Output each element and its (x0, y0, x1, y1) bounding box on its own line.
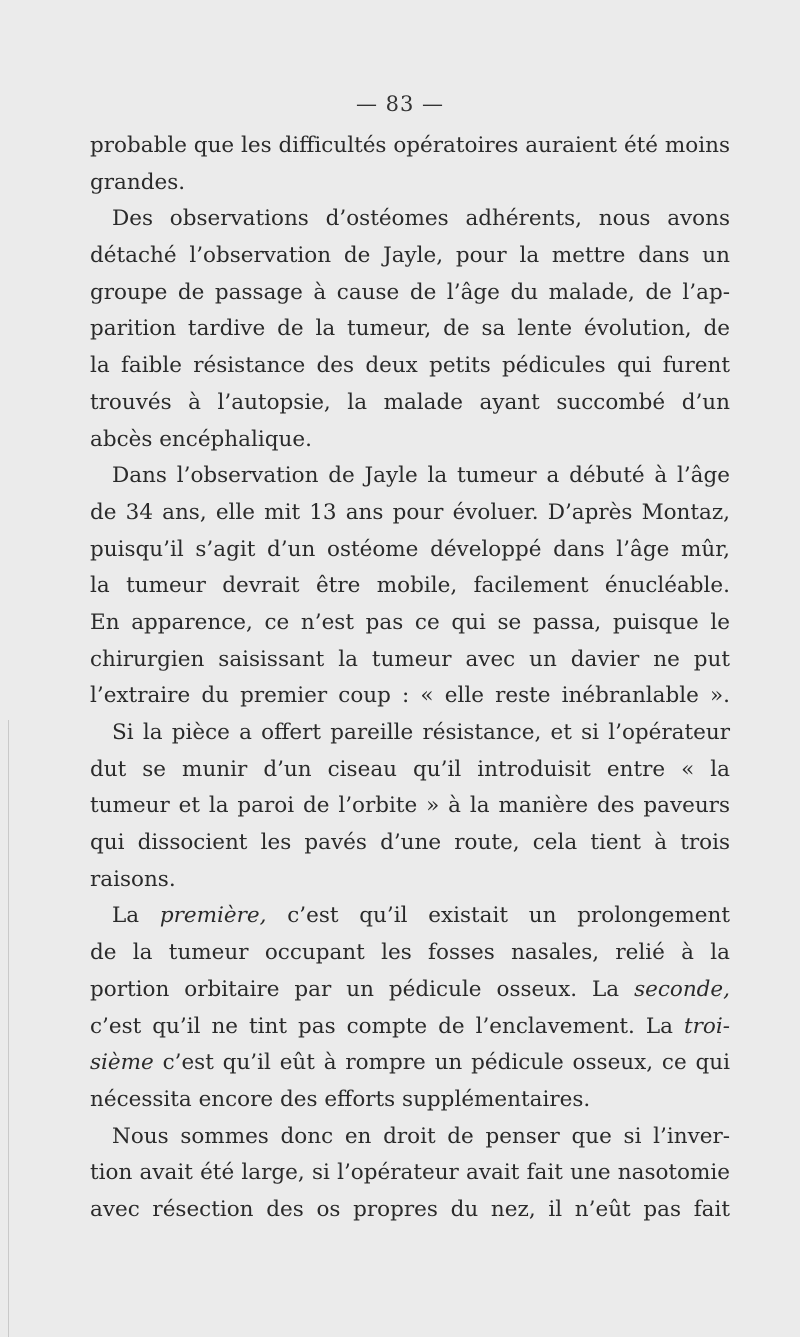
text-run: portion orbitaire par un pédicule osseux. La (90, 976, 635, 1002)
text-line: détaché l’observation de Jayle, pour la mettre dans un (90, 243, 730, 269)
text-line: Si la pièce a offert pareille résistance, et si l’opérateur (112, 720, 730, 745)
page-number: — 83 — (355, 92, 445, 116)
text-run: c’est qu’il eût à rompre un pédicule osseux, ce qui (153, 1050, 730, 1076)
text-line (90, 898, 730, 935)
text-line: qui dissocient les pavés d’une route, cela tient à trois (90, 830, 730, 856)
text-line: dut se munir d’un ciseau qu’il introduisit entre « la (90, 756, 730, 782)
text-line: chirurgien saisissant la tumeur avec un davier ne put (90, 646, 730, 672)
text-line: tion avait été large, si l’opérateur avait fait une nasotomie (90, 1160, 730, 1186)
text-line: l’extraire du premier coup : « elle reste inébranlable ». (90, 683, 730, 709)
italic-term: troi- (683, 1013, 730, 1039)
text-line: nécessita encore des efforts supplémentaires. (90, 1086, 591, 1112)
text-line: Nous sommes donc en droit de penser que si l’inver- (112, 1123, 730, 1149)
text-line (90, 1045, 730, 1082)
text-line (90, 972, 730, 1009)
text-line: la faible résistance des deux petits pédicules qui furent (90, 353, 730, 379)
text-line: En apparence, ce n’est pas ce qui se passa, puisque le (90, 609, 730, 635)
text-line: Dans l’observation de Jayle la tumeur a débuté à l’âge (112, 463, 730, 489)
text-run: La (112, 903, 160, 929)
text-line: tumeur et la paroi de l’orbite » à la manière des paveurs (90, 793, 730, 819)
text-line: probable que les difficultés opératoires auraient été moins (90, 133, 730, 158)
text-run: c’est qu’il ne tint pas compte de l’enclavement. La (90, 1013, 684, 1039)
text-line: de la tumeur occupant les fosses nasales, relié à la (90, 940, 730, 966)
text-line: puisqu’il s’agit d’un ostéome développé dans l’âge mûr, (90, 536, 730, 562)
text-line: Des observations d’ostéomes adhérents, nous avons (112, 206, 730, 232)
text-line: de 34 ans, elle mit 13 ans pour évoluer. D’après Montaz, (90, 499, 730, 525)
body-text (90, 128, 730, 1229)
italic-term: seconde, (634, 976, 730, 1002)
text-run: c’est qu’il existait un prolongement (266, 903, 730, 929)
text-line: groupe de passage à cause de l’âge du malade, de l’ap- (90, 279, 730, 305)
italic-term: première, (159, 903, 267, 929)
paragraph-final (90, 1119, 730, 1229)
text-line (90, 1009, 730, 1046)
paragraphs-before (90, 128, 730, 898)
text-line: trouvés à l’autopsie, la malade ayant succombé d’un (90, 389, 730, 415)
text-line: grandes. (90, 169, 186, 195)
text-line: avec résection des os propres du nez, il n’eût pas fait (90, 1196, 730, 1222)
text-line: raisons. (90, 866, 176, 892)
left-margin-shadow (8, 720, 9, 1337)
text-line: la tumeur devrait être mobile, facilement énucléable. (90, 573, 730, 599)
italic-term: sième (90, 1050, 154, 1076)
text-line: parition tardive de la tumeur, de sa lente évolution, de (90, 316, 730, 342)
text-line: abcès encéphalique. (90, 426, 312, 452)
